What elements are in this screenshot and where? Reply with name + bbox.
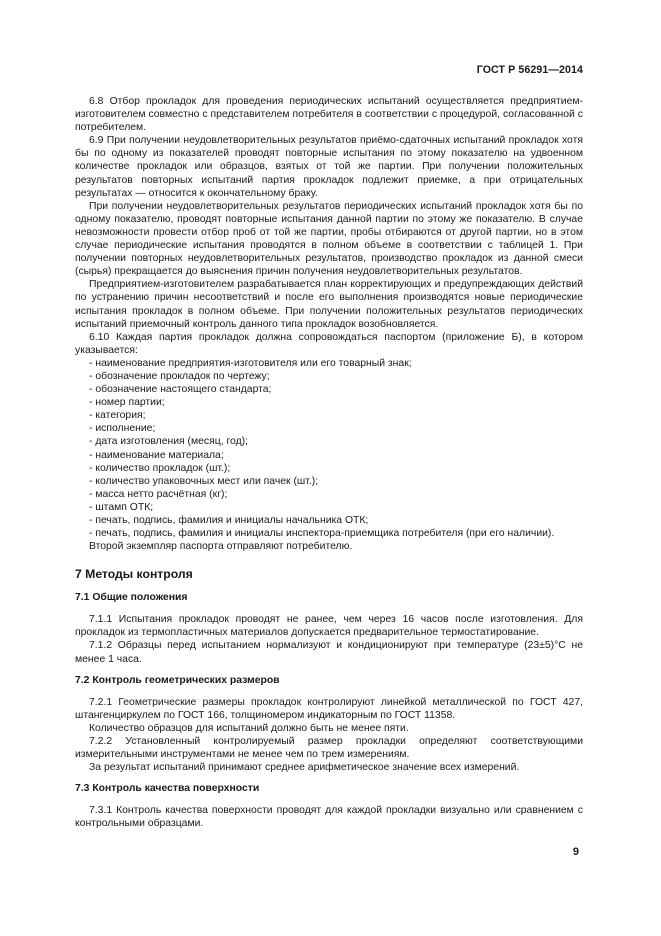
paragraph-corrective-plan: Предприятием-изготовителем разрабатывается план корректирующих и предупреждающих действий по устранению причин несоответствий и после его выполнения производятся новые периодические испытания прокладок в полном объеме. При получении положительных результатов периодических испытаний приемочный контроль данного типа прокладок возобновляется. — [75, 279, 583, 330]
passport-note: Второй экземпляр паспорта отправляют потребителю. — [89, 541, 353, 553]
page-number: 9 — [572, 846, 579, 858]
list-item: - дата изготовления (месяц, год); — [89, 436, 248, 448]
paragraph-periodic-tests: При получении неудовлетворительных результатов периодических испытаний прокладок хотя бы по одному показателю, проводят повторные испытания данной партии по этому же показателю. В случае невозможности провести отбор проб от той же партии, пробы отбираются от другой партии, но в этом случае периодические испытания проводятся в полном объеме в соответствии с таблицей 1. При получении повторных неудовлетворительных результатов, производство прокладок из данной смеси (сырья) прекращается до выяснения причин получения неудовлетворительных результатов. — [75, 200, 583, 278]
subsection-7-3-heading: 7.3 Контроль качества поверхности — [75, 783, 260, 795]
paragraph-result-average: За результат испытаний принимают среднее арифметическое значение всех измерений. — [89, 762, 520, 774]
list-item: - количество прокладок (шт.); — [89, 462, 231, 474]
list-item: - номер партии; — [89, 397, 165, 409]
document-code-header: ГОСТ Р 56291—2014 — [476, 64, 583, 76]
list-item: - наименование материала; — [89, 449, 224, 461]
section-7-heading: 7 Методы контроля — [75, 567, 193, 582]
list-item: - обозначение настоящего стандарта; — [89, 384, 272, 396]
document-body — [75, 95, 583, 830]
paragraph-6-9: 6.9 При получении неудовлетворительных результатов приёмо-сдаточных испытаний прокладок хотя бы по одному из показателей проводят повторные испытания по этому показателю на удвоенном количестве прокладок или образцов, взятых от той же партии. При получении положительных результатов повторных испытаний партия прокладок подлежит приемке, а при отрицательных результатах — относится к окончательному браку. — [75, 135, 583, 199]
paragraph-6-8: 6.8 Отбор прокладок для проведения периодических испытаний осуществляется предприятием-изготовителем совместно с представителем потребителя в соответствии с процедурой, согласованной с потребителем. — [75, 96, 583, 134]
list-item: - наименование предприятия-изготовителя или его товарный знак; — [89, 357, 412, 369]
list-item: - количество упаковочных мест или пачек (шт.); — [89, 475, 319, 487]
paragraph-7-1-2: 7.1.2 Образцы перед испытанием нормализуют и кондиционируют при температуре (23±5)°С не менее 1 часа. — [75, 640, 583, 665]
list-item: - обозначение прокладок по чертежу; — [89, 370, 270, 382]
list-item: - печать, подпись, фамилия и инициалы начальника ОТК; — [89, 515, 369, 526]
paragraph-7-3-1: 7.3.1 Контроль качества поверхности проводят для каждой прокладки визуально или сравнением с контрольными образцами. — [75, 805, 583, 830]
list-item: - категория; — [89, 410, 146, 422]
paragraph-sample-count: Количество образцов для испытаний должно быть не менее пяти. — [89, 722, 409, 734]
list-item: - исполнение; — [89, 423, 156, 435]
paragraph-6-10: 6.10 Каждая партия прокладок должна сопровождаться паспортом (приложение Б), в котором указывается: — [75, 331, 583, 356]
paragraph-7-2-1: 7.2.1 Геометрические размеры прокладок контролируют линейкой металлической по ГОСТ 427, штангенциркулем по ГОСТ 166, толщиномером индикаторным по ГОСТ 11358. — [75, 696, 583, 721]
list-item: - печать, подпись, фамилия и инициалы инспектора-приемщика потребителя (при его наличии). — [89, 528, 555, 540]
paragraph-7-1-1: 7.1.1 Испытания прокладок проводят не ранее, чем через 16 часов после изготовления. Для прокладок из термопластичных материалов допускается предварительное термостатирование. — [75, 614, 583, 639]
passport-items-list — [75, 357, 583, 540]
subsection-7-1-heading: 7.1 Общие положения — [75, 592, 188, 604]
paragraph-7-2-2: 7.2.2 Установленный контролируемый размер прокладки определяют соответствующими измерительными инструментами не менее чем по трем измерениям. — [75, 735, 583, 761]
list-item: - штамп ОТК; — [89, 501, 154, 513]
subsection-7-2-heading: 7.2 Контроль геометрических размеров — [75, 674, 280, 686]
list-item: - масса нетто расчётная (кг); — [89, 488, 228, 500]
